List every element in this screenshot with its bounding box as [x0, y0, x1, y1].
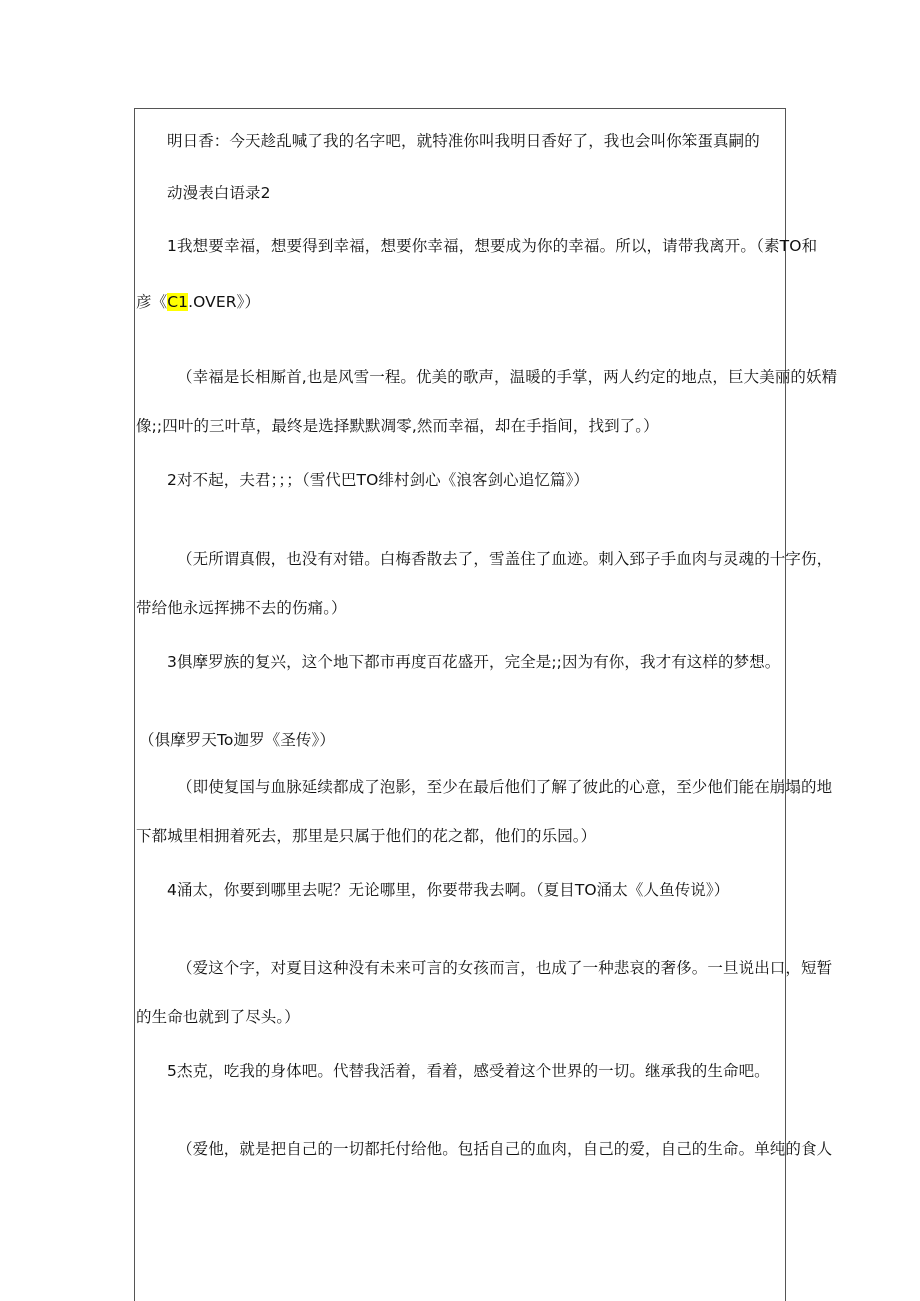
comment-3-line-1: （即使复国与血脉延续都成了泡影，至少在最后他们了解了彼此的心意，至少他们能在崩塌的地	[177, 778, 833, 796]
comment-1-line-1: （幸福是长相厮首,也是风雪一程。优美的歌声，温暖的手掌，两人约定的地点，巨大美丽的妖精	[177, 368, 838, 386]
quote-1-line-1: 1我想要幸福，想要得到幸福，想要你幸福，想要成为你的幸福。所以，请带我离开。（素TO和	[167, 237, 818, 255]
comment-1-line-2: 像;;四叶的三叶草，最终是选择默默凋零,然而幸福，却在手指间，找到了。）	[136, 417, 659, 435]
section-heading: 动漫表白语录2	[167, 184, 271, 202]
quote-1-source-suffix: .OVER》）	[188, 293, 261, 311]
comment-5-line-1: （爱他，就是把自己的一切都托付给他。包括自己的血肉，自己的爱，自己的生命。单纯的食人	[177, 1140, 833, 1158]
quote-5: 5杰克，吃我的身体吧。代替我活着，看着，感受着这个世界的一切。继承我的生命吧。	[167, 1062, 770, 1080]
quote-4: 4涌太，你要到哪里去呢？无论哪里，你要带我去啊。（夏目TO涌太《人鱼传说》）	[167, 881, 730, 899]
page-frame	[134, 108, 786, 1301]
quote-1-line-2	[136, 292, 260, 312]
quote-3-source: （俱摩罗天To迦罗《圣传》）	[139, 731, 335, 749]
quote-2: 2对不起，夫君；；；（雪代巴TO绯村剑心《浪客剑心追忆篇》）	[167, 471, 590, 489]
dialogue-line: 明日香：今天趁乱喊了我的名字吧，就特准你叫我明日香好了，我也会叫你笨蛋真嗣的	[167, 132, 760, 150]
comment-4-line-2: 的生命也就到了尽头。）	[136, 1008, 300, 1026]
comment-3-line-2: 下都城里相拥着死去，那里是只属于他们的花之都，他们的乐园。）	[136, 827, 597, 845]
highlighted-text: C1	[167, 293, 189, 311]
quote-1-source-prefix: 彦《	[136, 293, 168, 311]
comment-2-line-1: （无所谓真假，也没有对错。白梅香散去了，雪盖住了血迹。刺入郅子手血肉与灵魂的十字伤，	[177, 550, 833, 568]
comment-4-line-1: （爱这个字，对夏目这种没有未来可言的女孩而言，也成了一种悲哀的奢侈。一旦说出口，短暂	[177, 959, 833, 977]
comment-2-line-2: 带给他永远挥拂不去的伤痛。）	[136, 599, 347, 617]
quote-3: 3俱摩罗族的复兴，这个地下都市再度百花盛开，完全是;;因为有你，我才有这样的梦想。	[167, 653, 781, 671]
